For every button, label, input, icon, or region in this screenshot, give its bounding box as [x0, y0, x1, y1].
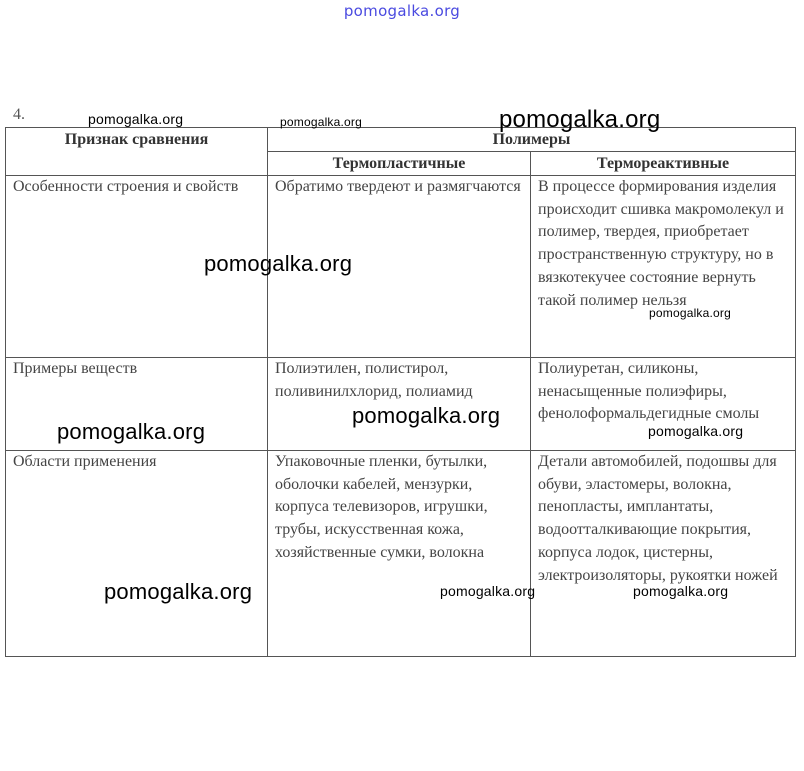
site-link[interactable]: pomogalka.org: [343, 2, 461, 20]
watermark: pomogalka.org: [88, 111, 184, 127]
watermark: pomogalka.org: [104, 579, 253, 604]
row-label: Примеры веществ: [6, 358, 268, 451]
header-comparison-criterion: Признак сравнения: [6, 128, 268, 176]
watermark: pomogalka.org: [440, 583, 536, 599]
header-polymers: Полимеры: [268, 128, 796, 152]
thermoplastic-cell: Полиэтилен, полистирол, поливинилхлорид, полиамид: [268, 358, 531, 451]
watermark: pomogalka.org: [204, 251, 353, 276]
watermark: pomogalka.org: [280, 115, 362, 129]
thermoplastic-cell: Упаковочные пленки, бутылки, оболочки кабелей, мензурки, корпуса телевизоров, игрушки, трубы, искусственная кожа, хозяйственные сумки, волокна: [268, 451, 531, 657]
row-label: Области применения: [6, 451, 268, 657]
thermoset-cell: Детали автомобилей, подошвы для обуви, эластомеры, волокна, пенопласты, имплантаты, водоотталкивающие покрытия, корпуса лодок, цистерны, электроизоляторы, рукоятки ножей: [531, 451, 796, 657]
watermark: pomogalka.org: [57, 419, 206, 444]
comparison-table: [5, 127, 796, 657]
row-label: Особенности строения и свойств: [6, 176, 268, 358]
thermoset-cell: В процессе формирования изделия происходит сшивка макромолекул и полимер, твердея, приобретает пространственную структуру, но в вязкотекучее состояние вернуть такой полимер нельзя: [531, 176, 796, 358]
watermark: pomogalka.org: [352, 403, 501, 428]
thermoplastic-cell: Обратимо твердеют и размягчаются: [268, 176, 531, 358]
watermark: pomogalka.org: [649, 306, 731, 320]
header-thermoset: Термореактивные: [531, 152, 796, 176]
watermark: pomogalka.org: [499, 106, 661, 133]
watermark: pomogalka.org: [648, 423, 744, 439]
thermoset-cell: Полиуретан, силиконы, ненасыщенные полиэфиры, фенолоформальдегидные смолы: [531, 358, 796, 451]
header-thermoplastic: Термопластичные: [268, 152, 531, 176]
task-number: 4.: [13, 106, 25, 123]
watermark: pomogalka.org: [633, 583, 729, 599]
table-row: [6, 176, 796, 358]
table-header-row: [6, 128, 796, 152]
table-row: [6, 451, 796, 657]
